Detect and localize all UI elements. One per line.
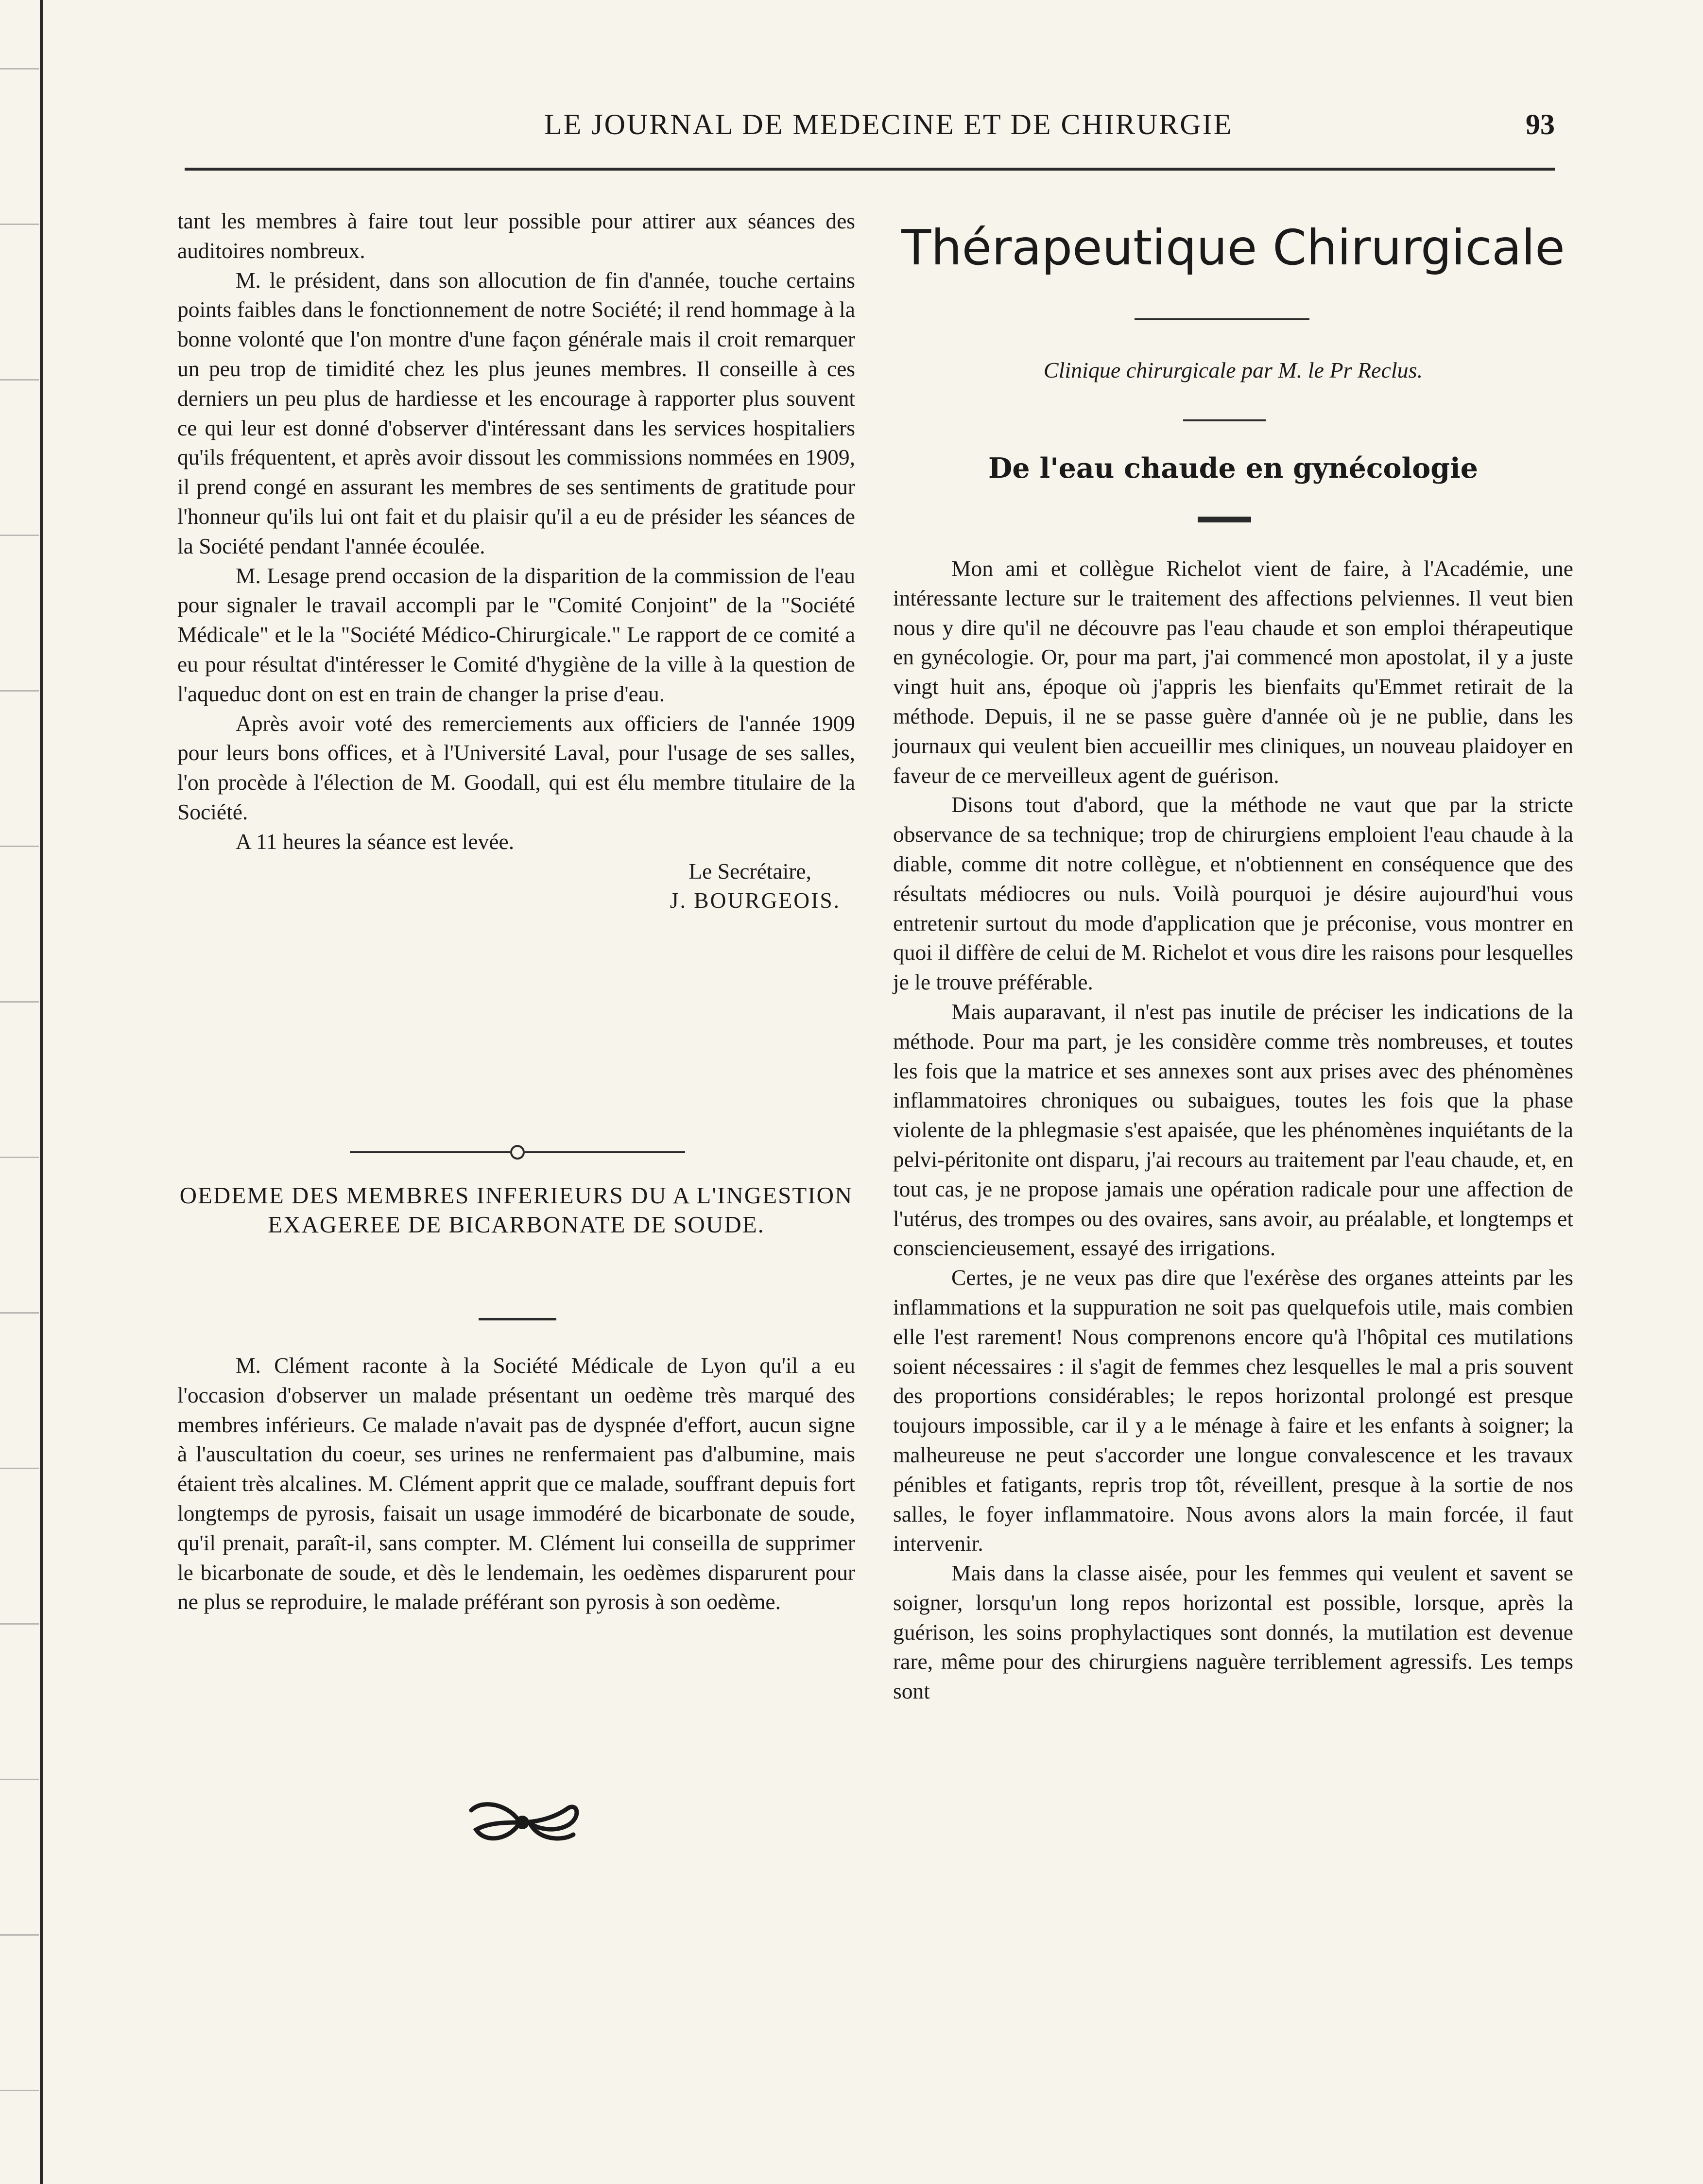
divider-rule (525, 1151, 685, 1153)
flourish-ornament (464, 1793, 585, 1852)
heading-rule (1135, 318, 1309, 320)
running-header (175, 108, 1555, 147)
right-column (893, 554, 1573, 1706)
signature-role: Le Secrétaire, (688, 858, 811, 884)
paragraph: Disons tout d'abord, que la méthode ne vaut que par la stricte observance de sa technique; trop de chirurgiens emploient l'eau chaude à la diable, comme dit notre collègue, et n'obtiennent en conséquence que des résultats médiocres ou nuls. Voilà pourquoi je désire aujourd'hui vous entretenir surtout du mode d'application que je préconise, vous montrer en quoi il diffère de celui de M. Richelot et vous dire les raisons pour lesquelles je le trouve préférable. (893, 792, 1573, 995)
divider-rule (350, 1151, 510, 1153)
paragraph: M. le président, dans son allocution de fin d'année, touche certains points faibles dans le fonctionnement de notre Société; il rend hommage à la bonne volonté que l'on montre d'une façon générale mais il croit remarquer un peu trop de timidité chez les plus jeunes membres. Il conseille à ces derniers un peu plus de hardiesse et les encourage à rapporter plus souvent ce qui leur est donné d'observer d'intéressant dans les services hospitaliers qu'ils fréquentent, et après avoir dissout les commissions nommées en 1909, il prend congé en assurant les membres de ses sentiments de gratitude pour l'honneur qu'ils lui ont fait et du plaisir qu'il a eu de présider les séances de la Société pendant l'année écoulée. (177, 267, 855, 558)
paragraph: Mais auparavant, il n'est pas inutile de préciser les indications de la méthode. Pour ma part, je les considère comme très nombreuses, et toutes les fois que la matrice et ses annexes sont aux prises avec des phénomènes inflammatoires chroniques ou subaigues, toutes les fois que la phase violente de la phlegmasie s'est apaisée, que les phénomènes inquiétants de la pelvi-péritonite ont disparu, j'ai recours au traitement par l'eau chaude, et, en tout cas, je ne propose jamais une opération radicale pour une affection de l'utérus, des trompes ou des ovaires, sans avoir, au préalable, et longtemps et consciencieusement, essayé des irrigations. (893, 999, 1573, 1261)
oedeme-article (177, 1351, 855, 1617)
article-title: De l'eau chaude en gynécologie (988, 452, 1479, 485)
header-rule (185, 168, 1555, 171)
paragraph: Mon ami et collègue Richelot vient de faire, à l'Académie, une intéressante lecture sur le traitement des affections pelviennes. Il veut bien nous y dire qu'il ne découvre pas l'eau chaude et son emploi thérapeutique en gynécologie. Or, pour ma part, j'ai commencé mon apostolat, il y a juste vingt huit ans, époque où j'appris les bienfaits qu'Emmet retirait de la méthode. Depuis, il ne se passe guère d'année où je ne publie, dans les journaux qui veulent bien accueillir mes cliniques, un nouveau plaidoyer en faveur de ce merveilleux agent de guérison. (893, 556, 1573, 788)
journal-title: LE JOURNAL DE MEDECINE ET DE CHIRURGIE (544, 108, 1233, 140)
paragraph: Mais dans la classe aisée, pour les femmes qui veulent et savent se soigner, lorsqu'un long repos horizontal est possible, lorsque, après la guérison, les soins prophylactiques sont donnés, la mutilation est devenue rare, même pour des chirurgiens naguère terriblement agressifs. Les temps sont (893, 1560, 1573, 1704)
signature-name: J. BOURGEOIS. (670, 888, 841, 913)
paragraph: tant les membres à faire tout leur possible pour attirer aux séances des auditoires nombreux. (177, 208, 855, 263)
paragraph: Après avoir voté des remerciements aux officiers de l'année 1909 pour leurs bons offices, et à l'Université Laval, pour l'usage de ses salles, l'on procède à l'élection de M. Goodall, qui est élu membre titulaire de la Société. (177, 711, 855, 824)
article-title: OEDEME DES MEMBRES INFERIEURS DU A L'INGESTION EXAGEREE DE BICARBONATE DE SOUDE. (179, 1182, 853, 1238)
scan-margin (0, 0, 39, 2184)
byline-rule (1183, 419, 1266, 421)
paragraph: A 11 heures la séance est levée. (236, 829, 515, 854)
paragraph: M. Clément raconte à la Société Médicale de Lyon qu'il a eu l'occasion d'observer un malade présentant un oedème très marqué des membres inférieurs. Ce malade n'avait pas de dyspnée d'effort, aucun signe à l'auscultation du coeur, ses urines ne renfermaient pas d'albumine, mais étaient très alcalines. M. Clément apprit que ce malade, souffrant depuis fort longtemps de pyrosis, faisait un usage immodéré de bicarbonate de soude, qu'il prenait, paraît-il, sans compter. M. Clément lui conseilla de supprimer le bicarbonate de soude, et dès le lendemain, les oedèmes disparurent pour ne plus se reproduire, le malade préférant son pyrosis à son oedème. (177, 1353, 855, 1614)
paragraph: Certes, je ne veux pas dire que l'exérèse des organes atteints par les inflammations et la suppuration ne soit pas quelquefois utile, mais combien elle l'est rarement! Nous comprenons encore qu'à l'hôpital ces mutilations soient nécessaires : il s'agit de femmes chez lesquelles le mal a pris souvent des proportions considérables; le repos horizontal prolongé est presque toujours impossible, car il y a le ménage à faire et les enfants à soigner; la malheureuse ne peut s'accorder une longue convalescence et les travaux pénibles et fatigants, repris trop tôt, réveillent, presque à la sortie de nos salles, le foyer inflammatoire. Nous avons alors la main forcée, il faut intervenir. (893, 1265, 1573, 1556)
divider-ornament (510, 1145, 525, 1160)
page-number: 93 (1526, 108, 1555, 140)
paragraph: M. Lesage prend occasion de la disparition de la commission de l'eau pour signaler le travail accompli par le "Comité Conjoint" de la "Société Médicale" et le la "Société Médico-Chirurgicale." Le rapport de ce comité a eu pour résultat d'intéresser le Comité d'hygiène de la ville à la question de l'aqueduc dont on est en train de changer la prise d'eau. (177, 563, 855, 706)
left-column (177, 207, 855, 916)
byline: Clinique chirurgicale par M. le Pr Reclus. (1043, 358, 1423, 382)
page-binding-edge (40, 0, 43, 2184)
title-underline (479, 1318, 556, 1320)
section-heading: Thérapeutique Chirurgicale (901, 219, 1565, 276)
title-underline (1198, 517, 1251, 522)
